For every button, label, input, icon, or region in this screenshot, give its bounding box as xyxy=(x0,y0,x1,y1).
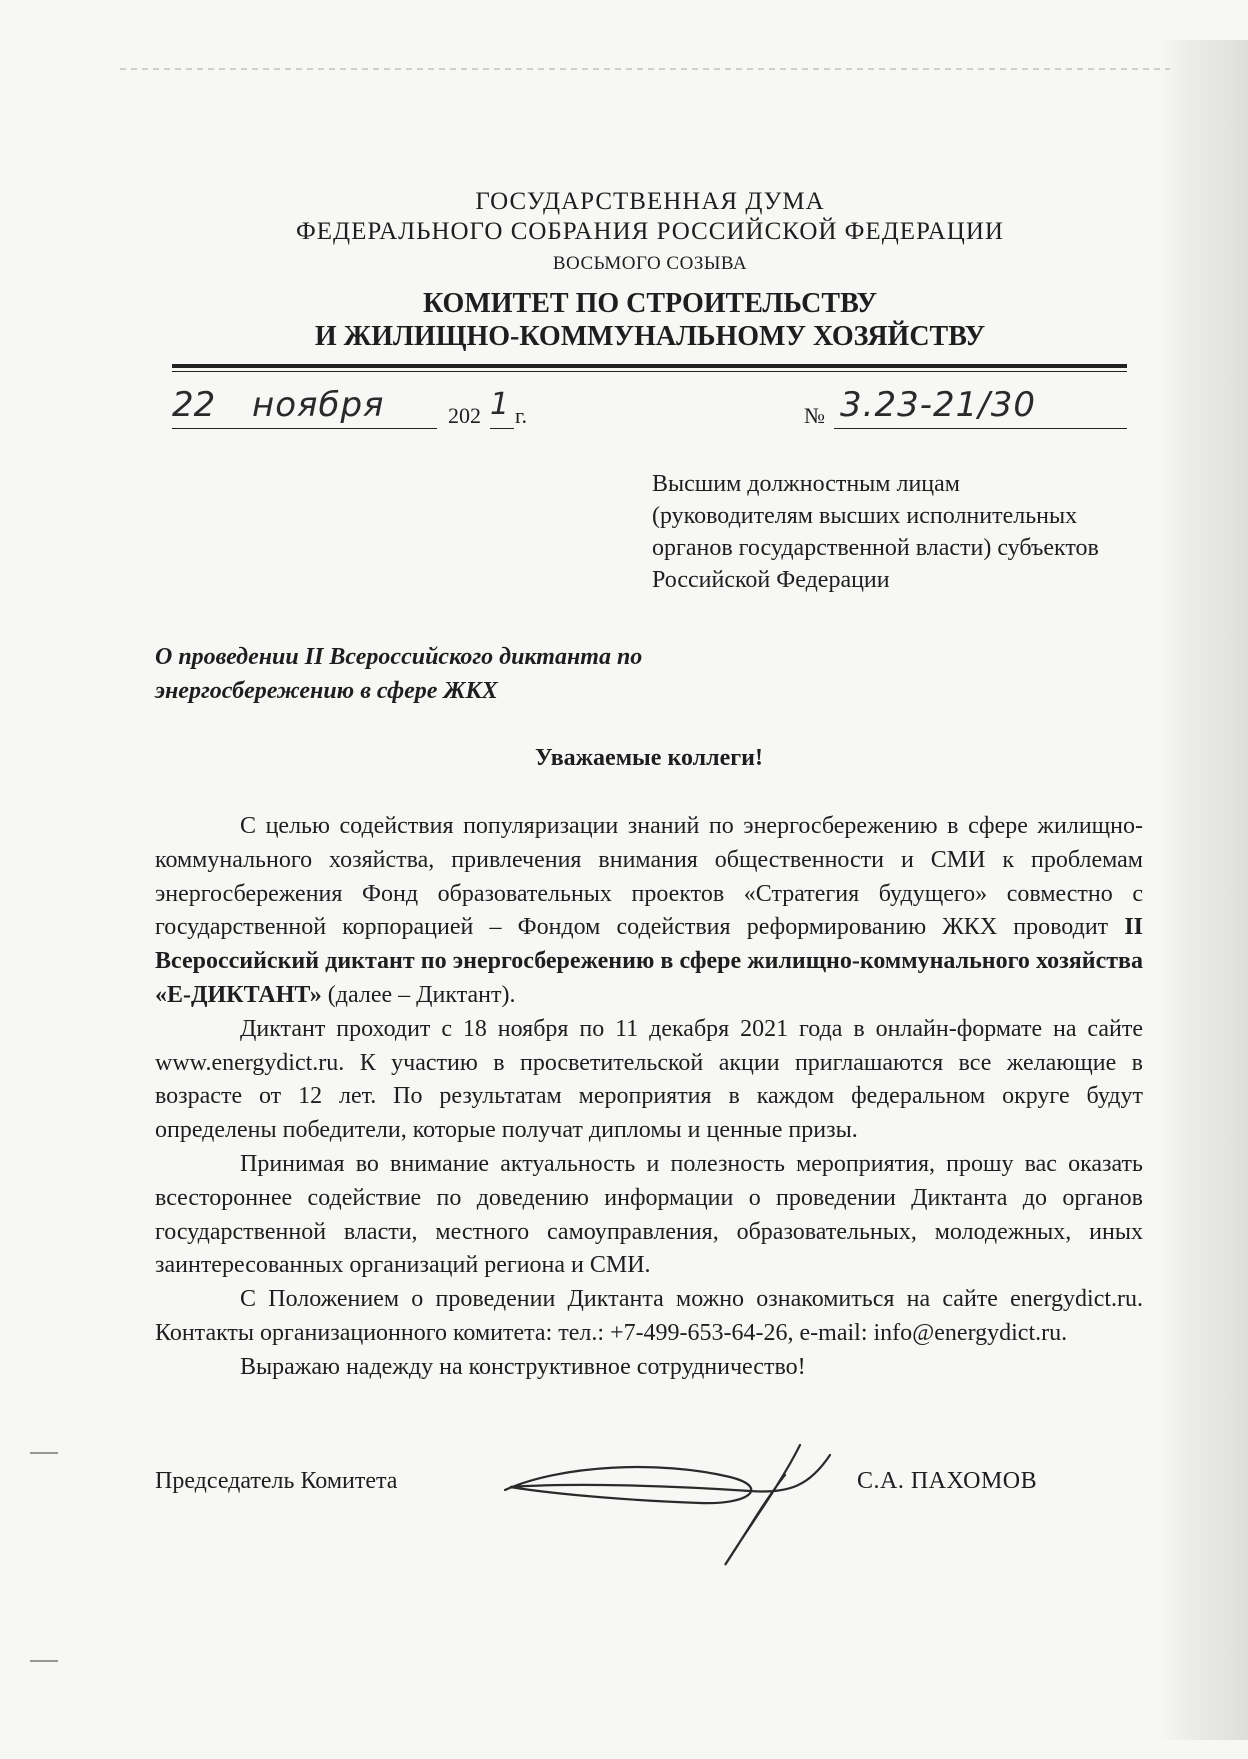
document-number: 3.23-21/30 xyxy=(840,385,1036,425)
handwritten-signature xyxy=(500,1425,860,1575)
body-paragraph: Диктант проходит с 18 ноября по 11 декабря 2021 года в онлайн-формате на сайте www.energydict.ru. К участию в просветительской акции приглашаются все желающие в возрасте от 12 лет. По результатам мероприятия в каждом федеральном округе будут определены победители, которые получат дипломы и ценные призы. xyxy=(155,1015,1143,1144)
letter-subject xyxy=(155,640,755,708)
date-year-digit: 1 xyxy=(490,387,510,422)
margin-mark xyxy=(30,1660,58,1662)
body-p1-start: С целью содействия популяризации знаний по энергосбережению в сфере жилищно-коммунального хозяйства, привлечения внимания общественности и СМИ к проблемам энергосбережения Фонд образовательных проектов «Стратегия будущего» совместно с государственной корпорацией – Фондом содействия реформированию ЖКХ проводит xyxy=(155,813,1143,941)
addressee-line: Российской Федерации xyxy=(652,567,890,593)
subject-line: энергосбережению в сфере ЖКХ xyxy=(155,678,498,704)
header-duma: ГОСУДАРСТВЕННАЯ ДУМА xyxy=(475,188,825,215)
salutation xyxy=(0,745,1248,772)
date-year-suffix: г. xyxy=(515,403,528,428)
signatory-role: Председатель Комитета xyxy=(155,1468,398,1494)
header-assembly: ФЕДЕРАЛЬНОГО СОБРАНИЯ РОССИЙСКОЙ ФЕДЕРАЦИИ xyxy=(296,218,1004,245)
signatory-name: С.А. ПАХОМОВ xyxy=(857,1468,1038,1494)
body-p1-end: (далее – Диктант). xyxy=(321,981,516,1008)
number-underline xyxy=(834,428,1127,429)
subject-line: О проведении II Всероссийского диктанта по xyxy=(155,644,643,670)
addressee-block xyxy=(652,468,1172,596)
date-year-underline xyxy=(490,428,514,429)
addressee-line: органов государственной власти) субъектов xyxy=(652,535,1099,561)
letter-body xyxy=(155,810,1143,1385)
addressee-line: (руководителям высших исполнительных xyxy=(652,503,1078,529)
addressee-line: Высшим должностным лицам xyxy=(652,471,960,497)
date-month: ноября xyxy=(252,385,385,425)
scan-artifact-line xyxy=(120,68,1170,70)
salutation-text: Уважаемые коллеги! xyxy=(535,745,763,771)
body-paragraph: С Положением о проведении Диктанта можно ознакомиться на сайте energydict.ru. Контакты организационного комитета: тел.: +7-499-653-64-26, e-mail: info@energydict.ru. xyxy=(155,1286,1143,1346)
body-p1-bold: II Всероссийский диктант по энергосбережению в сфере жилищно-коммунального хозяйства «Е-ДИКТАНТ» xyxy=(155,914,1143,1008)
committee-title-line2: И ЖИЛИЩНО-КОММУНАЛЬНОМУ ХОЗЯЙСТВУ xyxy=(314,321,986,352)
date-year-prefix: 202 xyxy=(448,403,481,428)
body-paragraph xyxy=(155,810,1143,1013)
body-paragraph: Принимая во внимание актуальность и полезность мероприятия, прошу вас оказать всестороннее содействие по доведению информации о проведении Диктанта до органов государственной власти, местного самоуправления, образовательных, молодежных, иных заинтересованных организаций региона и СМИ. xyxy=(155,1150,1143,1279)
body-paragraph: Выражаю надежду на конструктивное сотрудничество! xyxy=(240,1353,806,1380)
date-underline xyxy=(172,428,437,429)
header-rule-thin xyxy=(172,371,1127,372)
margin-mark xyxy=(30,1452,58,1454)
header-convocation: ВОСЬМОГО СОЗЫВА xyxy=(552,253,748,274)
date-day: 22 xyxy=(172,385,216,425)
number-sign: № xyxy=(804,403,825,428)
date-number-line xyxy=(172,385,1127,435)
header-rule xyxy=(172,364,1127,368)
committee-title-line1: КОМИТЕТ ПО СТРОИТЕЛЬСТВУ xyxy=(422,288,878,319)
